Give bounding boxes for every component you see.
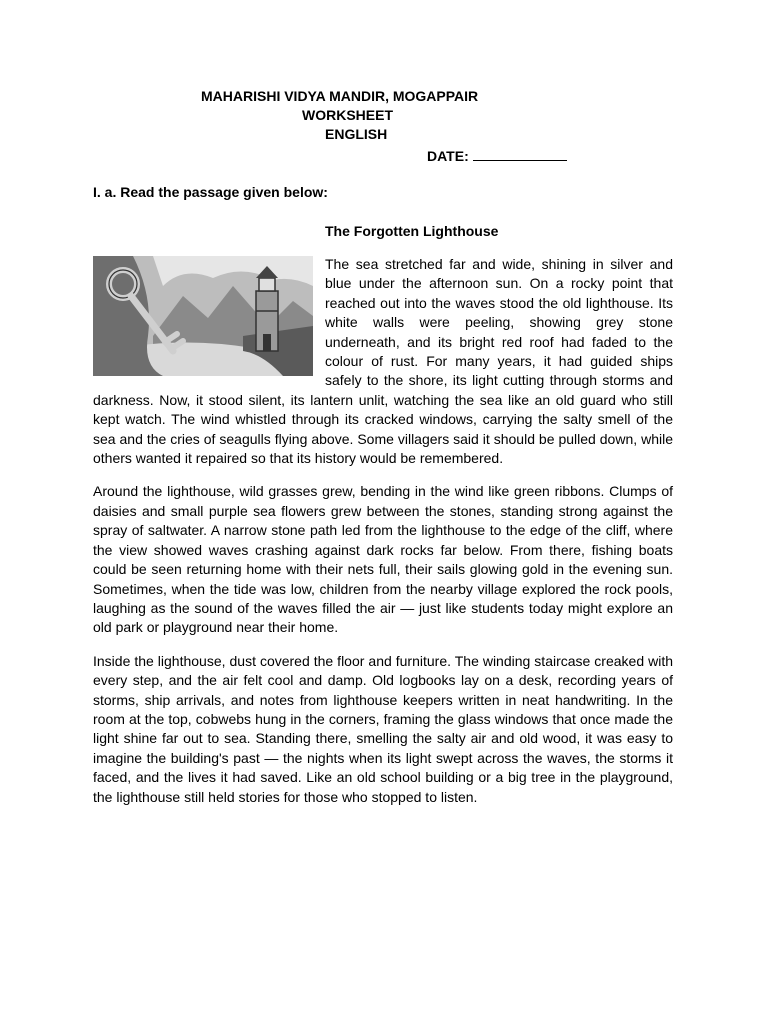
passage-paragraph-1-text: The sea stretched far and wide, shining in silver and blue under the afternoon sun. On a rocky point that reached out into the waves stood the old lighthouse. Its white walls were peeling, showing grey stone underneath, and its bright red roof had faded to the colour of rust. For many years, it had guided ships safely to the shore, its light cutting through storms and darkness. Now, it stood silent, its lantern unlit, watching the sea like an old guard who still kept watch. The wind whistled through its cracked windows, carrying the salty smell of the sea and the cries of seagulls flying above. Some villagers said it should be pulled down, while others wanted it repaired so that its history would be remembered. — [93, 256, 673, 467]
date-field — [427, 146, 567, 164]
lighthouse-lantern — [259, 278, 275, 291]
passage-paragraph-3: Inside the lighthouse, dust covered the floor and furniture. The winding staircase creaked with every step, and the air felt cool and damp. Old logbooks lay on a desk, recording years of storms, ship arrivals, and notes from lighthouse keepers written in neat handwriting. In the room at the top, cobwebs hung in the corners, framing the glass windows that once made the light shine far out to sea. Standing there, smelling the salty air and old wood, it was easy to imagine the building's past — the nights when its light swept across the waves, the storms it faced, and the lives it had saved. Like an old school building or a big tree in the playground, the lighthouse still held stories for those who stopped to listen. — [93, 652, 673, 805]
subject-label: ENGLISH — [325, 126, 388, 142]
date-blank-line — [473, 146, 567, 161]
lighthouse-door — [263, 334, 271, 351]
worksheet-label: WORKSHEET — [302, 107, 393, 123]
passage-paragraph-2: Around the lighthouse, wild grasses grew, bending in the wind like green ribbons. Clumps of daisies and small purple sea flowers grew between the stones, standing strong against the spray of saltwater. A narrow stone path led from the lighthouse to the edge of the cliff, where the view showed waves crashing against dark rocks far below. From there, fishing boats could be seen returning home with their nets full, their sails glowing gold in the evening sun. Sometimes, when the tide was low, children from the nearby village explored the rock pools, laughing as the sound of the waves filled the air — just like students today might explore an old park or playground near their home. — [93, 483, 673, 636]
passage-title: The Forgotten Lighthouse — [325, 223, 499, 239]
passage-paragraph-1 — [93, 255, 673, 468]
lighthouse-key-illustration — [93, 256, 313, 376]
school-name: MAHARISHI VIDYA MANDIR, MOGAPPAIR — [201, 88, 479, 104]
instruction-text: I. a. Read the passage given below: — [93, 184, 328, 200]
date-label: DATE: — [427, 148, 469, 164]
passage-body — [93, 255, 673, 821]
